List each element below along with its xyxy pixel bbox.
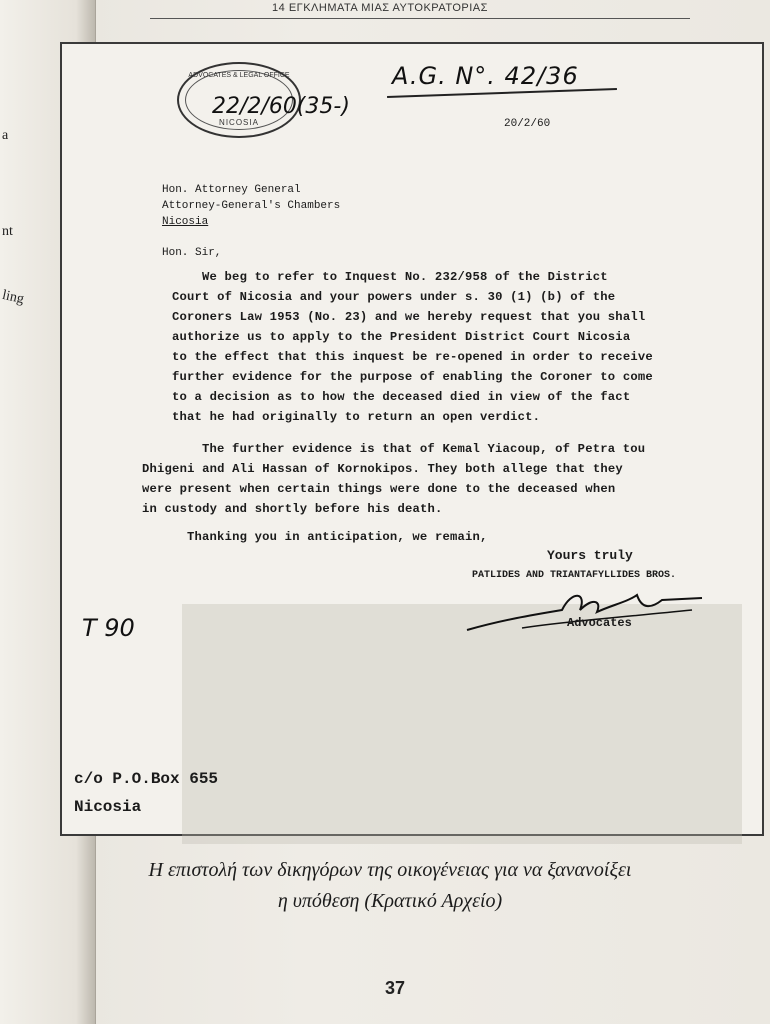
letter-line: were present when certain things were done to the deceased when bbox=[142, 482, 616, 496]
firm-role: Advocates bbox=[567, 616, 632, 630]
letter-line: Thanking you in anticipation, we remain, bbox=[187, 530, 488, 544]
salutation: Hon. Sir, bbox=[162, 247, 222, 259]
letter-line: in custody and shortly before his death. bbox=[142, 502, 443, 516]
letter-date: 20/2/60 bbox=[504, 118, 551, 130]
stamp-handwritten-date: 22/2/60(35-) bbox=[212, 94, 350, 119]
handwritten-note: T 90 bbox=[82, 614, 135, 642]
caption-line: Η επιστολή των δικηγόρων της οικογένειας για να ξανανοίξει bbox=[148, 859, 632, 881]
left-page-fragment: ling bbox=[0, 287, 26, 308]
caption-line: η υπόθεση (Κρατικό Αρχείο) bbox=[277, 890, 503, 912]
letter-line: authorize us to apply to the President District Court Nicosia bbox=[172, 330, 631, 344]
page-number: 37 bbox=[385, 978, 406, 998]
signature-block bbox=[462, 544, 722, 654]
letter-line: Dhigeni and Ali Hassan of Kornokipos. They both allege that they bbox=[142, 462, 623, 476]
addressee-line: Hon. Attorney General bbox=[162, 184, 301, 196]
letter-line: Coroners Law 1953 (No. 23) and we hereby request that you shall bbox=[172, 310, 646, 324]
firm-name: PATLIDES AND TRIANTAFYLLIDES BROS. bbox=[472, 570, 677, 581]
letter-line: to the effect that this inquest be re-opened in order to receive bbox=[172, 350, 653, 364]
return-address-line: c/o P.O.Box 655 bbox=[74, 770, 219, 788]
signature-scribble bbox=[462, 580, 722, 640]
file-reference: A.G. N°. 42/36 bbox=[392, 62, 579, 90]
letter-line: to a decision as to how the deceased died in view of the fact bbox=[172, 390, 631, 404]
left-page-fragment: nt bbox=[2, 224, 13, 239]
stamp-top-text: ADVOCATES & LEGAL OFFICE bbox=[188, 72, 290, 79]
stamp-bottom-text: NICOSIA bbox=[219, 118, 259, 127]
letter-line: further evidence for the purpose of enabling the Coroner to come bbox=[172, 370, 653, 384]
addressee-line: Nicosia bbox=[162, 216, 209, 228]
letter-line: The further evidence is that of Kemal Yiacoup, of Petra tou bbox=[202, 442, 646, 456]
letter-line: that he had originally to return an open verdict. bbox=[172, 410, 541, 424]
closing: Yours truly bbox=[547, 548, 633, 563]
letter-line: Court of Nicosia and your powers under s. 30 (1) (b) of the bbox=[172, 290, 616, 304]
letter-document bbox=[60, 42, 764, 836]
running-header: 14 ΕΓΚΛΗΜΑΤΑ ΜΙΑΣ ΑΥΤΟΚΡΑΤΟΡΙΑΣ bbox=[272, 2, 488, 14]
return-address-line: Nicosia bbox=[74, 798, 142, 816]
figure-caption bbox=[80, 855, 700, 917]
letter-line: We beg to refer to Inquest No. 232/958 of the District bbox=[202, 270, 608, 284]
header-rule bbox=[150, 18, 690, 19]
addressee-line: Attorney-General's Chambers bbox=[162, 200, 341, 212]
left-page-fragment: a bbox=[2, 128, 9, 143]
